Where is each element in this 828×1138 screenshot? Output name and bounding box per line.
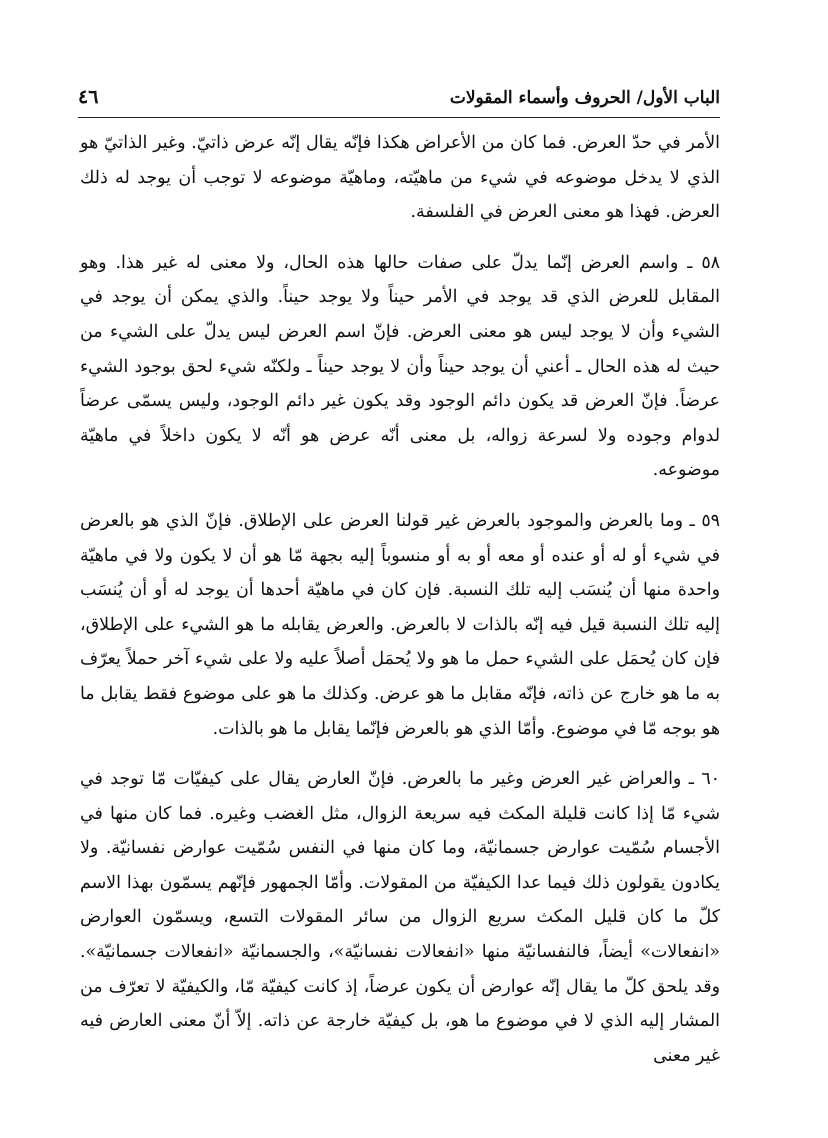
running-title: الباب الأول/ الحروف وأسماء المقولات [449,88,720,108]
body-text [80,126,720,1073]
page-number: ٤٦ [78,86,99,108]
page-header [78,84,720,118]
header-rule [78,117,720,118]
paragraph-60: ٦٠ ـ والعراض غير العرض وغير ما بالعرض. فإنّ العارض يقال على كيفيّات مّا توجد في شيء مّا إذا كانت قليلة المكث فيه سريعة الزوال، مثل الغضب وغيره. فما كان منها في الأجسام سُمّيت عوارض جسمانيّة، وما كان منها في النفس سُمّيت عوارض نفسانيّة. ولا يكادون يقولون ذلك فيما عدا الكيفيّة من المقولات. وأمّا الجمهور فإنّهم يسمّون بهذا الاسم كلّ ما كان قليل المكث سريع الزوال من سائر المقولات التسع، ويسمّون العوارض «انفعالات» أيضاً، فالنفسانيّة منها «انفعالات نفسانيّة»، والجسمانيّة «انفعالات جسمانيّة». وقد يلحق كلّ ما يقال إنّه عوارض أن يكون عرضاً، إذ كانت كيفيّة مّا، والكيفيّة لا تعرّف من المشار إليه الذي لا في موضوع ما هو، بل كيفيّة خارجة عن ذاته. إلاّ أنّ معنى العارض فيه غير معنى [80,769,720,1066]
paragraph-58: ٥٨ ـ واسم العرض إنّما يدلّ على صفات حالها هذه الحال، ولا معنى له غير هذا. وهو المقابل للعرض الذي قد يوجد في الأمر حيناً ولا يوجد حيناً. والذي يمكن أن يوجد في الشيء وأن لا يوجد ليس هو معنى العرض. فإنّ اسم العرض ليس يدلّ على الشيء من حيث له هذه الحال ـ أعني أن يوجد حيناً وأن لا يوجد حيناً ـ ولكنّه شيء لحق بوجود الشيء عرضاً. فإنّ العرض قد يكون دائم الوجود وقد يكون غير دائم الوجود، وليس يسمّى عرضاً لدوام وجوده ولا لسرعة زواله، بل معنى أنّه عرض هو أنّه لا يكون داخلاً في ماهيّة موضوعه. [80,252,720,481]
paragraph-continuation: الأمر في حدّ العرض. فما كان من الأعراض هكذا فإنّه يقال إنّه عرض ذاتيّ. وغير الذاتيّ هو الذي لا يدخل موضوعه في شيء من ماهيّته، وماهيّة موضوعه لا توجب أن يوجد له ذلك العرض. فهذا هو معنى العرض في الفلسفة. [80,133,720,223]
paragraph-59: ٥٩ ـ وما بالعرض والموجود بالعرض غير قولنا العرض على الإطلاق. فإنّ الذي هو بالعرض في شيء أو له أو عنده أو معه أو به أو منسوباً إليه بجهة مّا هو أن لا يكون ولا في ماهيّة واحدة منها أن يُنسَب إليه تلك النسبة. فإن كان في ماهيّة أحدها أن يوجد له أو أن يُنسَب إليه تلك النسبة قيل فيه إنّه بالذات لا بالعرض. والعرض يقابله ما هو الشيء على الإطلاق، فإن كان يُحمَل على الشيء حمل ما هو ولا يُحمَل أصلاً عليه ولا على شيء آخر حملاً يعرّف به ما هو خارج عن ذاته، فإنّه مقابل ما هو عرض. وكذلك ما هو على موضوع فقط يقابل ما هو بوجه مّا في موضوع. وأمّا الذي هو بالعرض فإنّما يقابل ما هو بالذات. [80,510,720,739]
